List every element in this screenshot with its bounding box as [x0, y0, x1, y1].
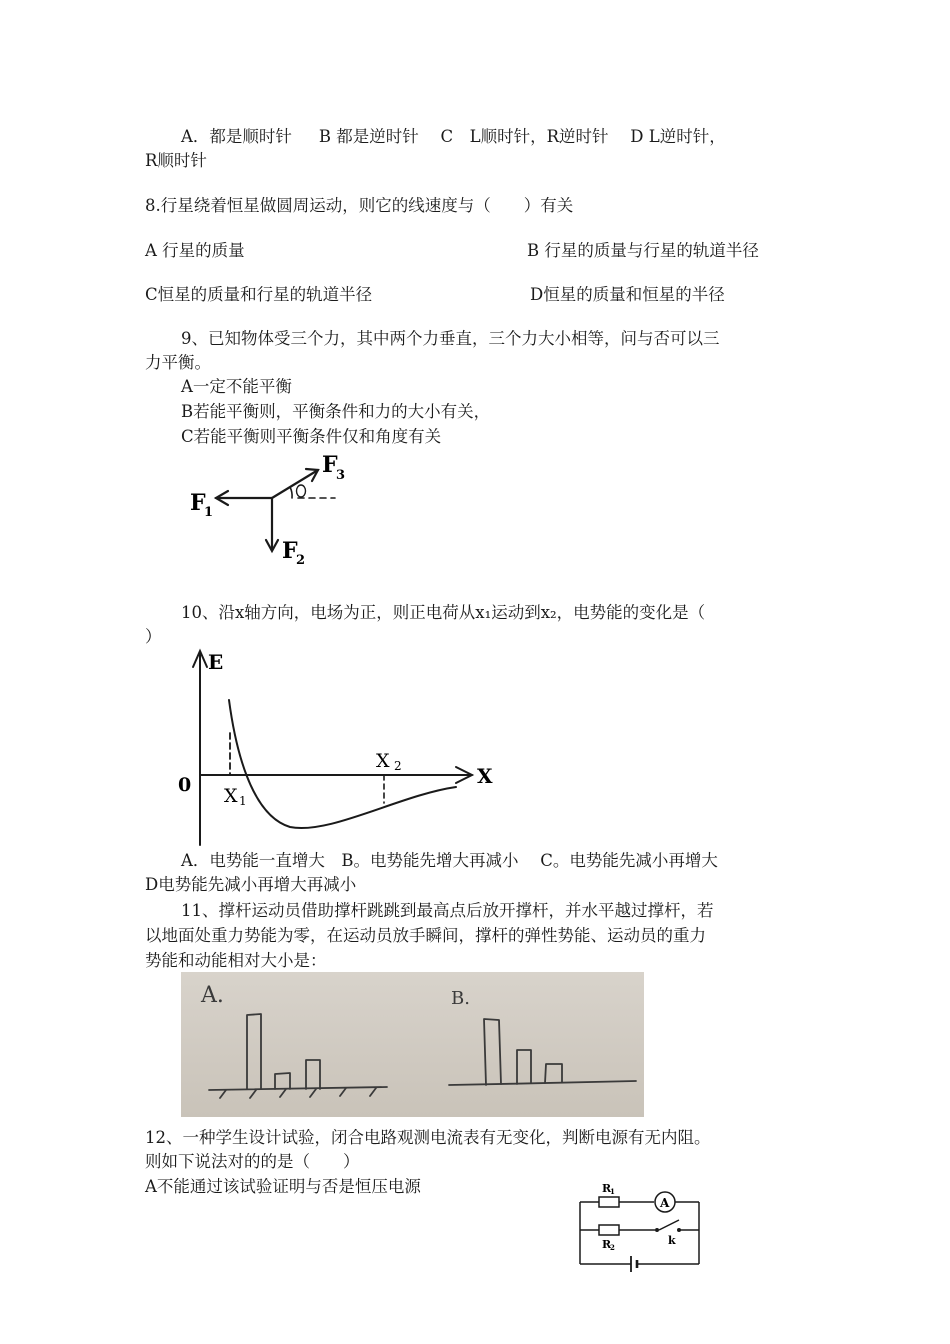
q9-label-f3-sub: 3 [336, 468, 346, 483]
q12-label-r1: R [602, 1182, 612, 1195]
q8-option-c: C恒星的质量和行星的轨道半径 [145, 285, 373, 304]
q9-option-a: A一定不能平衡 [181, 377, 292, 396]
q10-field-graph [170, 645, 510, 850]
q11-label-b: B. [451, 988, 470, 1009]
q11-stem-line3: 势能和动能相对大小是： [145, 951, 327, 970]
q10-label-x2: X [376, 750, 390, 772]
q12-switch-pivot [655, 1228, 659, 1232]
q8-option-d: D恒星的质量和恒星的半径 [530, 285, 725, 304]
q12-circuit-diagram [575, 1180, 705, 1280]
q12-switch-contact [677, 1228, 681, 1232]
q8-option-b: B 行星的质量与行星的轨道半径 [527, 241, 759, 260]
q9-option-b: B若能平衡则，平衡条件和力的大小有关， [181, 402, 491, 421]
q10-label-x2-sub: 2 [394, 759, 402, 773]
q12-switch-label: k [668, 1234, 676, 1247]
q9-label-f2-sub: 2 [296, 553, 306, 568]
q10-stem-line1: 10、沿x轴方向，电场为正，则正电荷从x₁运动到x₂，电势能的变化是（ [181, 603, 706, 622]
q10-axis-label-e: E [208, 650, 224, 674]
q10-label-x1-sub: 1 [239, 794, 247, 808]
q10-axis-label-x: X [477, 764, 493, 788]
q9-stem-line2: 力平衡。 [145, 353, 211, 372]
q12-stem-line2: 则如下说法对的的是（ ） [145, 1152, 360, 1171]
q11-stem-line2: 以地面处重力势能为零，在运动员放手瞬间，撑杆的弹性势能、运动员的重力 [145, 926, 706, 945]
q10-origin-label: 0 [178, 774, 192, 796]
q11-label-a: A. [201, 983, 224, 1008]
q12-label-r1-sub: 1 [610, 1187, 615, 1196]
q12-option-a: A不能通过该试验证明与否是恒压电源 [145, 1177, 421, 1196]
q12-stem-line1: 12、一种学生设计试验，闭合电路观测电流表有无变化，判断电源有无内阻。 [145, 1128, 711, 1147]
q10-options-line1: A．电势能一直增大 B。电势能先增大再减小 C。电势能先减小再增大 [181, 851, 718, 870]
q9-label-f1: F [190, 490, 206, 516]
q11-bar-sketches [181, 972, 644, 1117]
q9-angle-theta-mark [297, 485, 306, 497]
q7-options-line2: R顺时针 [145, 151, 207, 170]
q10-options-line2: D电势能先减小再增大再减小 [145, 875, 357, 894]
q10-label-x1: X [224, 785, 238, 807]
q8-option-a: A 行星的质量 [145, 241, 245, 260]
q9-stem-line1: 9、已知物体受三个力，其中两个力垂直，三个力大小相等，问与否可以三 [181, 329, 720, 348]
q9-label-f3: F [322, 452, 338, 478]
q10-stem-line2: ） [145, 627, 162, 646]
q9-option-c: C若能平衡则平衡条件仅和角度有关 [181, 427, 442, 446]
q9-label-f1-sub: 1 [204, 505, 214, 520]
q11-hand-drawn-photo [181, 972, 644, 1117]
q12-label-r2-sub: 2 [610, 1243, 615, 1252]
q12-ammeter-label: A [660, 1196, 670, 1210]
q7-options-line1: A．都是顺时针 B 都是逆时针 C L顺时针，R逆时针 D L逆时针， [181, 127, 726, 146]
q9-label-f2: F [282, 538, 298, 564]
q9-force-diagram [180, 452, 350, 577]
q11-stem-line1: 11、撑杆运动员借助撑杆跳跳到最高点后放开撑杆，并水平越过撑杆，若 [181, 901, 714, 920]
q12-label-r2: R [602, 1238, 612, 1251]
q8-stem: 8.行星绕着恒星做圆周运动，则它的线速度与（ ）有关 [145, 196, 574, 215]
